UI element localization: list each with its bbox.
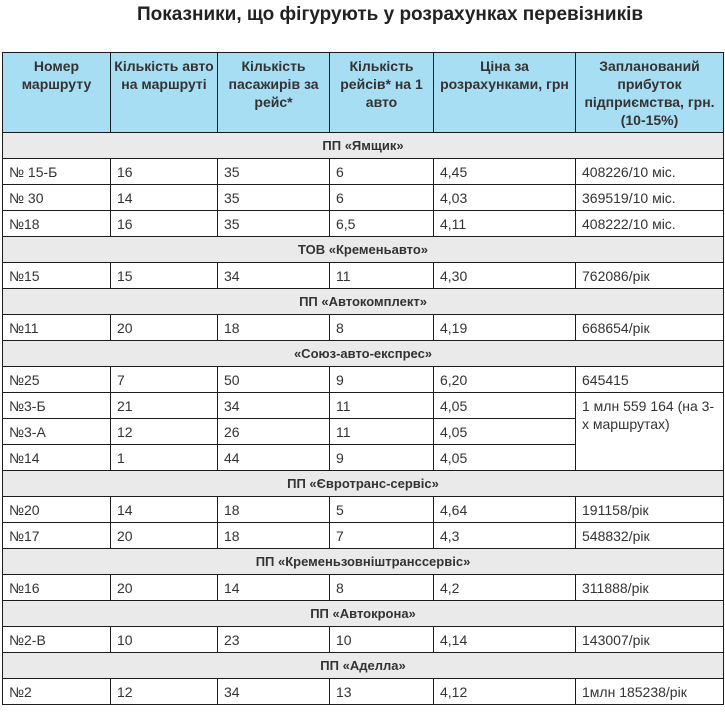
price-cell: 4,05 — [434, 419, 576, 445]
profit-cell: 645415 — [576, 367, 724, 393]
group-name: «Союз-авто-експрес» — [3, 341, 724, 367]
trips-cell: 6 — [330, 185, 434, 211]
group-name: ТОВ «Кременьавто» — [3, 237, 724, 263]
trips-cell: 6,5 — [330, 211, 434, 237]
profit-cell: 548832/рік — [576, 523, 724, 549]
table-row — [3, 575, 724, 601]
profit-cell: 408222/10 міс. — [576, 211, 724, 237]
route-number-cell: № 15-Б — [3, 159, 111, 185]
table-row — [3, 367, 724, 393]
price-cell: 4,19 — [434, 315, 576, 341]
bus-count-cell: 15 — [111, 263, 218, 289]
group-row — [3, 653, 724, 679]
trips-cell: 8 — [330, 315, 434, 341]
price-cell: 4,14 — [434, 627, 576, 653]
route-number-cell: №14 — [3, 445, 111, 471]
profit-cell: 143007/рік — [576, 627, 724, 653]
passengers-cell: 26 — [218, 419, 330, 445]
bus-count-cell: 14 — [111, 497, 218, 523]
passengers-cell: 44 — [218, 445, 330, 471]
trips-cell: 11 — [330, 419, 434, 445]
price-cell: 4,2 — [434, 575, 576, 601]
trips-cell: 9 — [330, 445, 434, 471]
bus-count-cell: 10 — [111, 627, 218, 653]
bus-count-cell: 21 — [111, 393, 218, 419]
trips-cell: 13 — [330, 679, 434, 705]
bus-count-cell: 12 — [111, 679, 218, 705]
bus-count-cell: 7 — [111, 367, 218, 393]
passengers-cell: 34 — [218, 393, 330, 419]
price-cell: 6,20 — [434, 367, 576, 393]
page-title: Показники, що фігурують у розрахунках перевізників — [136, 4, 644, 25]
passengers-cell: 35 — [218, 211, 330, 237]
passengers-cell: 50 — [218, 367, 330, 393]
passengers-cell: 35 — [218, 159, 330, 185]
group-row — [3, 601, 724, 627]
profit-cell: 191158/рік — [576, 497, 724, 523]
profit-cell: 1млн 185238/рік — [576, 679, 724, 705]
table-row — [3, 497, 724, 523]
table-row — [3, 627, 724, 653]
header-route-number: Номер маршруту — [3, 53, 111, 133]
route-number-cell: №3-А — [3, 419, 111, 445]
trips-cell: 11 — [330, 263, 434, 289]
group-row — [3, 133, 724, 159]
header-bus-count: Кількість авто на маршруті — [111, 53, 218, 133]
route-number-cell: №2 — [3, 679, 111, 705]
passengers-cell: 18 — [218, 497, 330, 523]
group-row — [3, 471, 724, 497]
trips-cell: 8 — [330, 575, 434, 601]
route-number-cell: №17 — [3, 523, 111, 549]
price-cell: 4,30 — [434, 263, 576, 289]
table-row — [3, 185, 724, 211]
route-number-cell: №2-В — [3, 627, 111, 653]
route-number-cell: №18 — [3, 211, 111, 237]
route-number-cell: №25 — [3, 367, 111, 393]
table-row — [3, 679, 724, 705]
trips-cell: 9 — [330, 367, 434, 393]
bus-count-cell: 20 — [111, 315, 218, 341]
passengers-cell: 14 — [218, 575, 330, 601]
passengers-cell: 35 — [218, 185, 330, 211]
table-row — [3, 159, 724, 185]
bus-count-cell: 1 — [111, 445, 218, 471]
price-cell: 4,12 — [434, 679, 576, 705]
profit-cell: 668654/рік — [576, 315, 724, 341]
bus-count-cell: 12 — [111, 419, 218, 445]
price-cell: 4,45 — [434, 159, 576, 185]
group-name: ПП «Кременьзовніштранссервіс» — [3, 549, 724, 575]
group-row — [3, 549, 724, 575]
trips-cell: 6 — [330, 159, 434, 185]
bus-count-cell: 20 — [111, 523, 218, 549]
price-cell: 4,3 — [434, 523, 576, 549]
group-row — [3, 237, 724, 263]
bus-count-cell: 14 — [111, 185, 218, 211]
route-number-cell: №15 — [3, 263, 111, 289]
profit-cell: 311888/рік — [576, 575, 724, 601]
price-cell: 4,64 — [434, 497, 576, 523]
group-name: ПП «Ямщик» — [3, 133, 724, 159]
passengers-cell: 23 — [218, 627, 330, 653]
trips-cell: 11 — [330, 393, 434, 419]
route-number-cell: №20 — [3, 497, 111, 523]
price-cell: 4,05 — [434, 445, 576, 471]
group-name: ПП «Аделла» — [3, 653, 724, 679]
bus-count-cell: 20 — [111, 575, 218, 601]
table-row — [3, 315, 724, 341]
header-passengers-per-trip: Кількість пасажирів за рейс* — [218, 53, 330, 133]
trips-cell: 10 — [330, 627, 434, 653]
profit-cell: 369519/10 міс. — [576, 185, 724, 211]
trips-cell: 5 — [330, 497, 434, 523]
header-price: Ціна за розрахунками, грн — [434, 53, 576, 133]
profit-cell: 408226/10 міс. — [576, 159, 724, 185]
table-row — [3, 393, 724, 419]
group-name: ПП «Автокомплект» — [3, 289, 724, 315]
price-cell: 4,11 — [434, 211, 576, 237]
passengers-cell: 34 — [218, 679, 330, 705]
group-name: ПП «Автокрона» — [3, 601, 724, 627]
trips-cell: 7 — [330, 523, 434, 549]
header-trips-per-bus: Кількість рейсів* на 1 авто — [330, 53, 434, 133]
passengers-cell: 18 — [218, 523, 330, 549]
header-planned-profit: Запланований прибуток підприємства, грн. (10-15%) — [576, 53, 724, 133]
passengers-cell: 18 — [218, 315, 330, 341]
bus-count-cell: 16 — [111, 211, 218, 237]
carriers-table — [2, 52, 724, 705]
route-number-cell: №11 — [3, 315, 111, 341]
group-name: ПП «Євротранс-сервіс» — [3, 471, 724, 497]
price-cell: 4,03 — [434, 185, 576, 211]
profit-cell: 762086/рік — [576, 263, 724, 289]
table-row — [3, 523, 724, 549]
route-number-cell: № 30 — [3, 185, 111, 211]
header-row — [3, 53, 724, 133]
table-row — [3, 211, 724, 237]
price-cell: 4,05 — [434, 393, 576, 419]
passengers-cell: 34 — [218, 263, 330, 289]
route-number-cell: №3-Б — [3, 393, 111, 419]
group-row — [3, 341, 724, 367]
group-row — [3, 289, 724, 315]
bus-count-cell: 16 — [111, 159, 218, 185]
merged-profit-cell: 1 млн 559 164 (на 3-х маршрутах) — [576, 393, 724, 471]
table-row — [3, 263, 724, 289]
route-number-cell: №16 — [3, 575, 111, 601]
